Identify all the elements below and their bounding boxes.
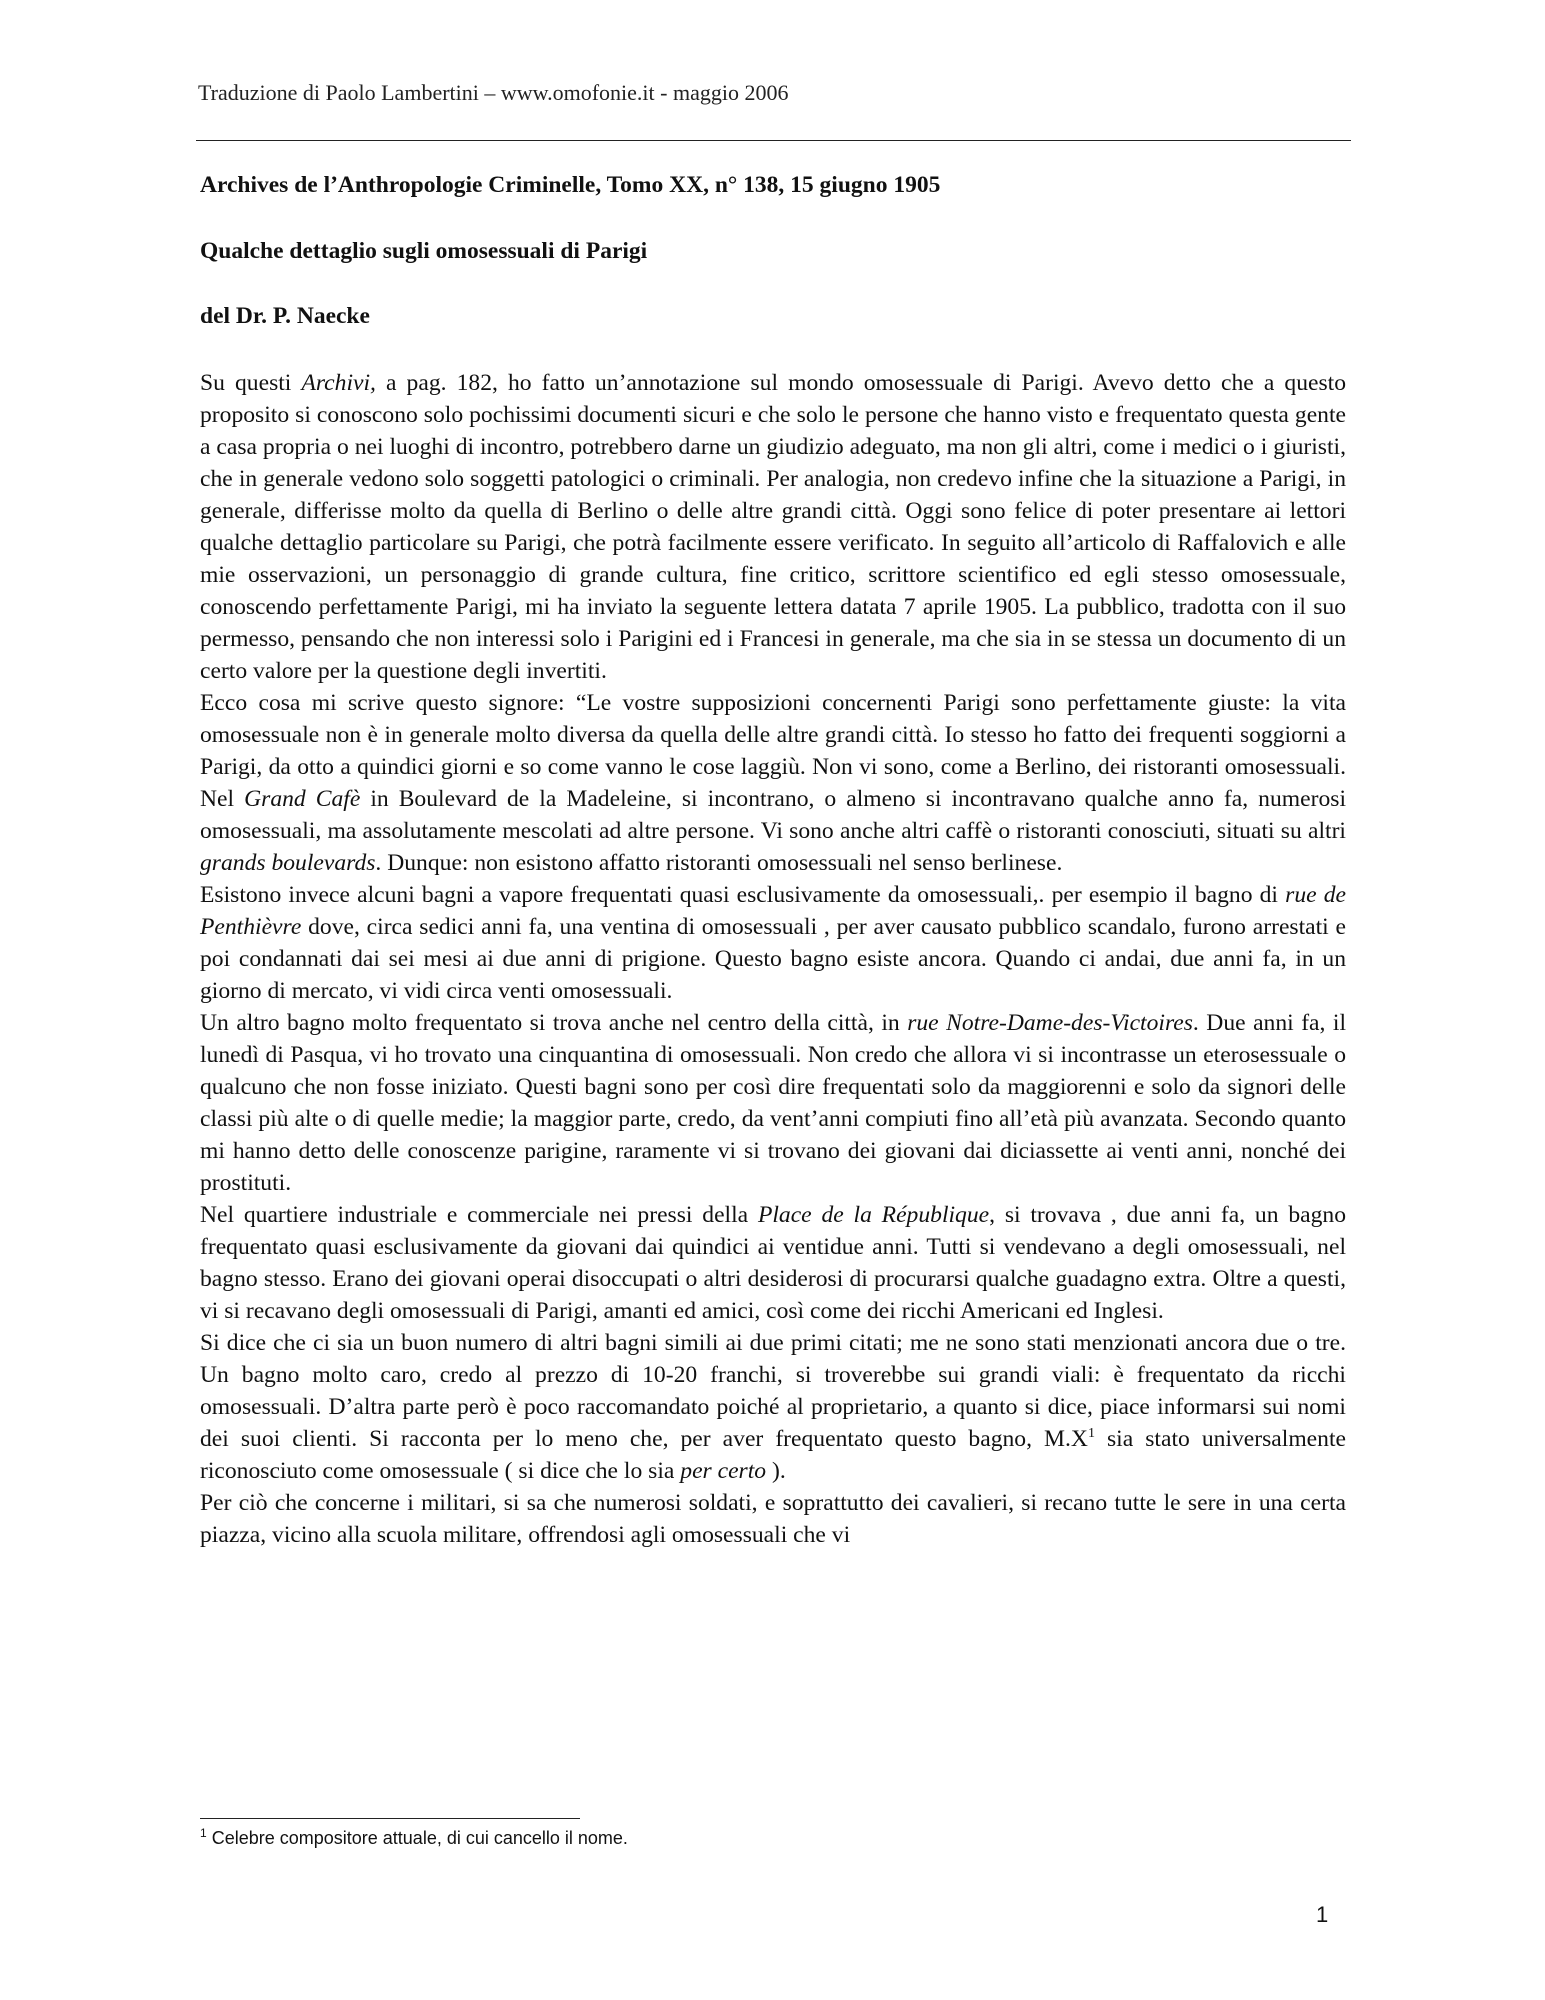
body-paragraph (200, 1199, 1346, 1327)
paragraph-text: , si trovava , due anni fa, un bagno frequentato quasi esclusivamente da giovani dai quindici ai ventidue anni. Tutti si vendevano a degli omosessuali, nel bagno stesso. Erano dei giovani operai disoccupati o altri desiderosi di procurarsi qualche guadagno extra. Oltre a questi, vi si recavano degli omosessuali di Parigi, amanti ed amici, così come dei ricchi Americani ed Inglesi. (200, 1202, 1346, 1324)
body-paragraph (200, 687, 1346, 879)
footnote-text: Celebre compositore attuale, di cui cancello il nome. (211, 1828, 628, 1848)
body-paragraph (200, 367, 1346, 687)
paragraph-text: . Due anni fa, il lunedì di Pasqua, vi ho trovato una cinquantina di omosessuali. Non credo che allora vi si incontrasse un eterosessuale o qualcuno che non fosse iniziato. Questi bagni sono per così dire frequentati solo da maggiorenni e solo da signori delle classi più alte o di quelle medie; la maggior parte, credo, da vent’anni compiuti fino all’età più avanzata. Secondo quanto mi hanno detto delle conoscenze parigine, raramente vi si trovano dei giovani dai diciassette ai venti anni, nonché dei prostituti. (200, 1010, 1347, 1196)
paragraph-text: Si dice che ci sia un buon numero di altri bagni simili ai due primi citati; me ne sono stati menzionati ancora due o tre. Un bagno molto caro, credo al prezzo di 10-20 franchi, si troverebbe sui grandi viali: è frequentato da ricchi omosessuali. D’altra parte però è poco raccomandato poiché al proprietario, a quanto si dice, piace informarsi sui nomi dei suoi clienti. Si racconta per lo meno che, per aver frequentato questo bagno, M.X (200, 1330, 1346, 1452)
italic-text: Archivi, (301, 370, 376, 396)
italic-text: Grand Cafè (244, 786, 361, 812)
body-paragraph (200, 879, 1346, 1007)
header-divider (196, 140, 1351, 141)
paragraph-text: sia stato universalmente riconosciuto come omosessuale ( si dice che lo sia (200, 1426, 1346, 1484)
body-paragraph (200, 1007, 1346, 1199)
italic-text: Place de la République (757, 1202, 990, 1228)
italic-text: grands boulevards (200, 850, 376, 876)
paragraph-text: Esistono invece alcuni bagni a vapore frequentati quasi esclusivamente da omosessuali,. per esempio il bagno di (200, 882, 1286, 908)
italic-text: rue Notre-Dame-des-Victoires (907, 1010, 1193, 1036)
paragraph-text: dove, circa sedici anni fa, una ventina di omosessuali , per aver causato pubblico scandalo, furono arrestati e poi condannati dai sei mesi ai due anni di prigione. Questo bagno esiste ancora. Quando ci andai, due anni fa, in un giorno di mercato, vi vidi circa venti omosessuali. (200, 914, 1346, 1004)
footnote (200, 1828, 628, 1849)
body-paragraph (200, 1487, 1346, 1551)
footnote-reference: 1 (1087, 1426, 1095, 1442)
italic-text: per certo (680, 1458, 767, 1484)
paragraph-text: in Boulevard de la Madeleine, si incontrano, o almeno si incontravano qualche anno fa, numerosi omosessuali, ma assolutamente mescolati ad altre persone. Vi sono anche altri caffè o ristoranti conosciuti, situati su altri (200, 786, 1346, 844)
running-header: Traduzione di Paolo Lambertini – www.omofonie.it - maggio 2006 (198, 80, 789, 105)
article-body (200, 367, 1346, 1551)
paragraph-text: ). (766, 1458, 786, 1484)
paragraph-text: Su questi (200, 370, 302, 396)
paragraph-text: . Dunque: non esistono affatto ristoranti omosessuali nel senso berlinese. (375, 850, 1063, 876)
source-citation-heading: Archives de l’Anthropologie Criminelle, Tomo XX, n° 138, 15 giugno 1905 (200, 172, 941, 198)
paragraph-text: Per ciò che concerne i militari, si sa che numerosi soldati, e soprattutto dei cavalieri, si recano tutte le sere in una certa piazza, vicino alla scuola militare, offrendosi agli omosessuali che vi (200, 1490, 1346, 1548)
paragraph-text: Ecco cosa mi scrive questo signore: “Le vostre supposizioni concernenti Parigi sono perfettamente giuste: la vita omosessuale non è in generale molto diversa da quella delle altre grandi città. Io stesso ho fatto dei frequenti soggiorni a Parigi, da otto a quindici giorni e so come vanno le cose laggiù. Non vi sono, come a Berlino, dei ristoranti omosessuali. Nel (200, 690, 1346, 812)
paragraph-text: Nel quartiere industriale e commerciale nei pressi della (200, 1202, 758, 1228)
article-author: del Dr. P. Naecke (200, 303, 370, 329)
page-number: 1 (1316, 1902, 1329, 1927)
paragraph-text: a pag. 182, ho fatto un’annotazione sul mondo omosessuale di Parigi. Avevo detto che a questo proposito si conoscono solo pochissimi documenti sicuri e che solo le persone che hanno visto e frequentato questa gente a casa propria o nei luoghi di incontro, potrebbero darne un giudizio adeguato, ma non gli altri, come i medici o i giuristi, che in generale vedono solo soggetti patologici o criminali. Per analogia, non credevo infine che la situazione a Parigi, in generale, differisse molto da quella di Berlino o delle altre grandi città. Oggi sono felice di poter presentare ai lettori qualche dettaglio particolare su Parigi, che potrà facilmente essere verificato. In seguito all’articolo di Raffalovich e alle mie osservazioni, un personaggio di grande cultura, fine critico, scrittore scientifico ed egli stesso omosessuale, conoscendo perfettamente Parigi, mi ha inviato la seguente lettera datata 7 aprile 1905. La pubblico, tradotta con il suo permesso, pensando che non interessi solo i Parigini ed i Francesi in generale, ma che sia in se stessa un documento di un certo valore per la questione degli invertiti. (200, 370, 1347, 684)
paragraph-text: Un altro bagno molto frequentato si trova anche nel centro della città, in (200, 1010, 908, 1036)
body-paragraph (200, 1327, 1346, 1487)
footnote-divider (200, 1818, 580, 1819)
footnote-mark: 1 (200, 1826, 207, 1840)
italic-text: rue de Penthièvre (200, 882, 1346, 940)
article-title: Qualche dettaglio sugli omosessuali di Parigi (200, 238, 648, 264)
